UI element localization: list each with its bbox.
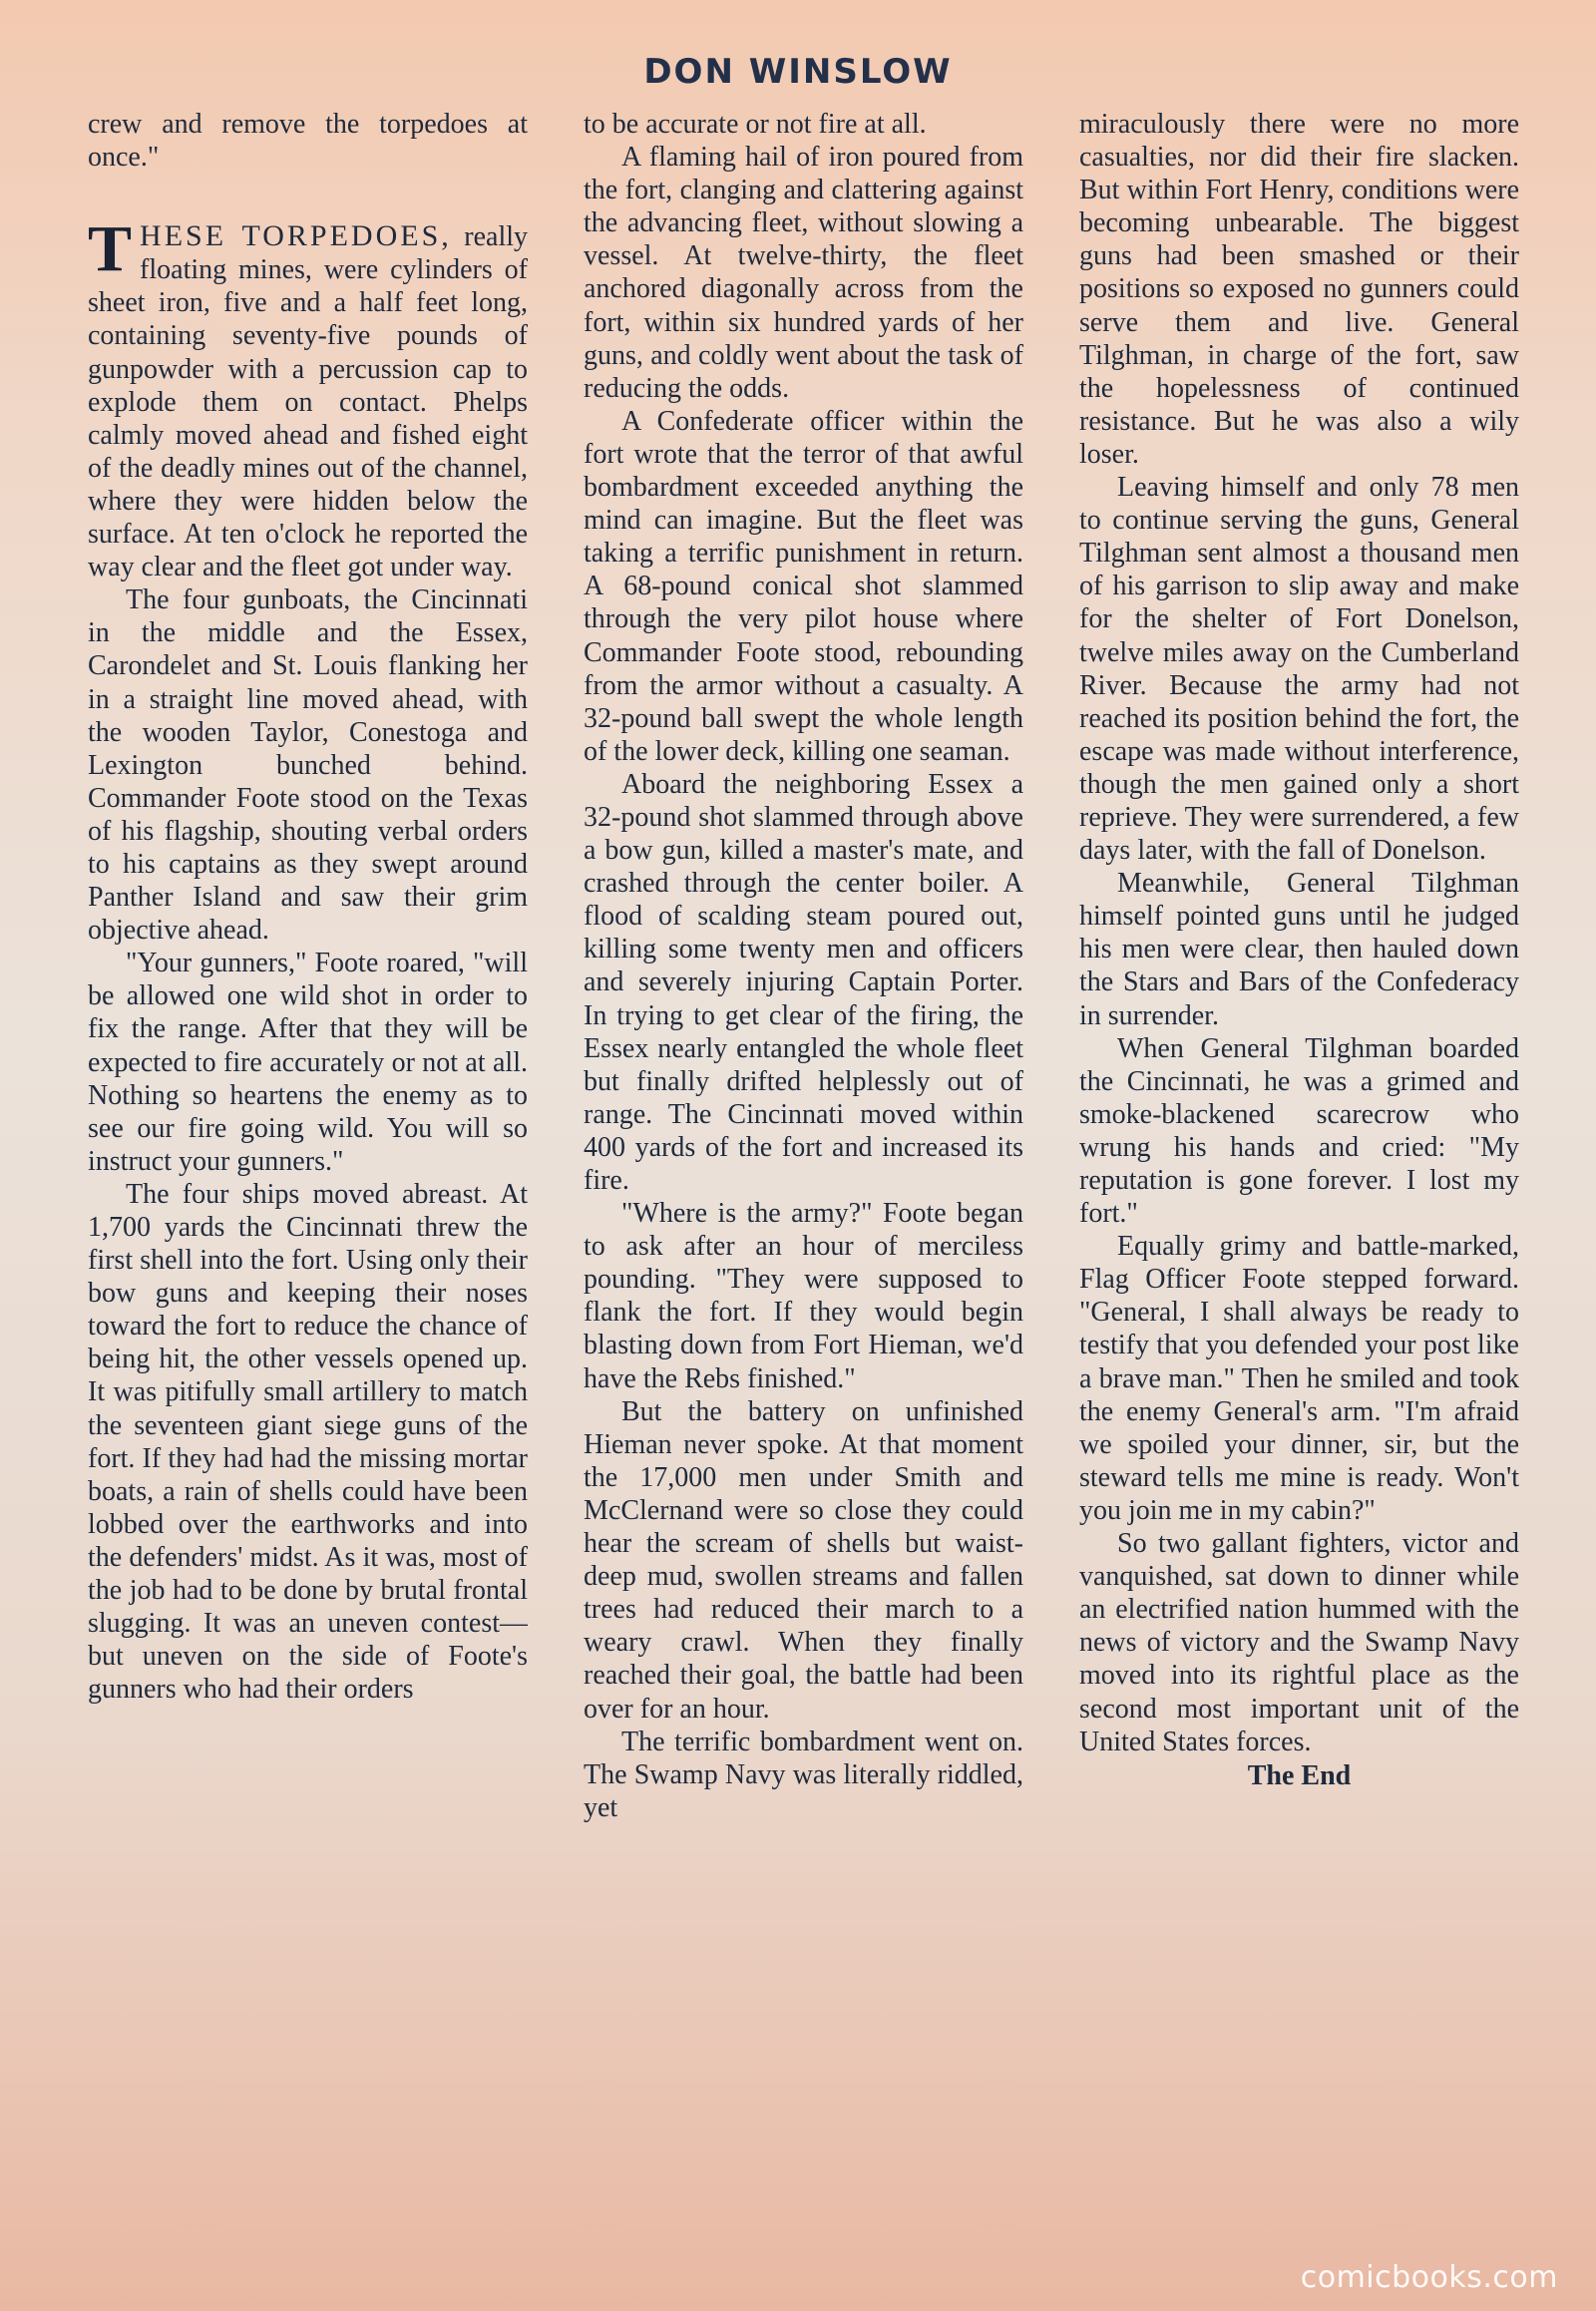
paragraph: "Your gunners," Foote roared, "will be allowed one wild shot in order to fix the range. After that they will be expected to fire accurately or not at all. Nothing so heartens the enemy as to see our fire going wild. You will so instruct your gunners.": [88, 948, 528, 1177]
paragraph: The four gunboats, the Cincinnati in the middle and the Essex, Carondelet and St. Louis flanking her in a straight line moved ahead, with the wooden Taylor, Conestoga and Lexington bunched behind. Commander Foote stood on the Texas of his flagship, shouting verbal orders to his captains as they swept around Panther Island and saw their grim objective ahead.: [88, 584, 528, 947]
paragraph: to be accurate or not fire at all.: [584, 109, 927, 140]
paragraph: crew and remove the torpedoes at once.": [88, 109, 528, 174]
column-2: [584, 108, 1023, 2232]
paragraph: Aboard the neighboring Essex a 32-pound shot slammed through above a bow gun, killed a master's mate, and crashed through the center boiler. A flood of scalding steam poured out, killing some twenty men and officers and severely injuring Captain Porter. In trying to get clear of the firing, the Essex nearly entangled the whole fleet but finally drifted helplessly out of range. The Cincinnati moved within 400 yards of the fort and increased its fire.: [584, 768, 1023, 1196]
end-mark: The End: [1247, 1759, 1352, 1791]
paragraph: The terrific bombardment went on. The Swamp Navy was literally riddled, yet: [584, 1726, 1023, 1823]
paragraph: So two gallant fighters, victor and vanquished, sat down to dinner while an electrified nation hummed with the news of victory and the Swamp Navy moved into its rightful place as the second most important unit of the United States forces.: [1079, 1528, 1519, 1757]
paragraph: But the battery on unfinished Hieman never spoke. At that moment the 17,000 men under Smith and McClernand were so close they could hear the scream of shells but waist-deep mud, swollen streams and fallen trees had reduced their march to a weary crawl. When they finally reached their goal, the battle had been over for an hour.: [584, 1395, 1023, 1725]
paragraph: A flaming hail of iron poured from the fort, clanging and clattering against the advancing fleet, without slowing a vessel. At twelve-thirty, the fleet anchored diagonally across from the fort, within six hundred yards of her guns, and coldly went about the task of reducing the odds.: [584, 142, 1023, 404]
site-watermark: comicbooks.com: [1300, 2260, 1558, 2295]
paragraph: Meanwhile, General Tilghman himself pointed guns until he judged his men were clear, then hauled down the Stars and Bars of the Confederacy in surrender.: [1079, 868, 1519, 1031]
paragraph-text: really floating mines, were cylinders of sheet iron, five and a half feet long, containing seventy-five pounds of gunpowder with a percussion cap to explode them on contact. Phelps calmly moved ahead and fished eight of the deadly mines out of the channel, where they were hidden below the surface. At ten o'clock he reported the way clear and the fleet got under way.: [88, 221, 528, 583]
paragraph: A Confederate officer within the fort wrote that the terror of that awful bombardment exceeded anything the mind can imagine. But the fleet was taking a terrific punishment in return. A 68-pound conical shot slammed through the very pilot house where Commander Foote stood, rebounding from the armor without a casualty. A 32-pound ball swept the whole length of the lower deck, killing one seaman.: [584, 405, 1023, 767]
paragraph: When General Tilghman boarded the Cincinnati, he was a grimed and smoke-blackened scarecrow who wrung his hands and cried: "My reputation is gone forever. I lost my fort.": [1079, 1032, 1519, 1230]
paragraph: The four ships moved abreast. At 1,700 yards the Cincinnati threw the first shell into the fort. Using only their bow guns and keeping their noses toward the fort to reduce the chance of being hit, the other vessels opened up. It was pitifully small artillery to match the seventeen giant siege guns of the fort. If they had had the missing mortar boats, a rain of shells could have been lobbed over the earthworks and into the defenders' midst. As it was, most of the job had to be done by brutal frontal slugging. It was an uneven contest—but uneven on the side of Foote's gunners who had their orders: [88, 1178, 528, 1706]
section-opening-paragraph: [88, 212, 528, 583]
paragraph: miraculously there were no more casualties, nor did their fire slacken. But within Fort Henry, conditions were becoming unbearable. The biggest guns had been smashed or their positions so exposed no gunners could serve them and live. General Tilghman, in charge of the fort, saw the hopelessness of continued resistance. But he was also a wily loser.: [1079, 109, 1519, 470]
lead-in-caps: HESE TORPEDOES,: [140, 219, 452, 253]
column-3: [1079, 108, 1519, 2232]
paragraph: Leaving himself and only 78 men to continue serving the guns, General Tilghman sent almost a thousand men of his garrison to slip away and make for the shelter of Fort Donelson, twelve miles away on the Cumberland River. Because the army had not reached its position behind the fort, the escape was made without interference, though the men gained only a short reprieve. They were surrendered, a few days later, with the fall of Donelson.: [1079, 472, 1519, 867]
article-columns: [88, 108, 1520, 2232]
column-1: [88, 108, 528, 2232]
paragraph: Equally grimy and battle-marked, Flag Officer Foote stepped forward. "General, I shall always be ready to testify that you defended your post like a brave man." Then he smiled and took the enemy General's arm. "I'm afraid we spoiled your dinner, sir, but the steward tells me mine is ready. Won't you join me in my cabin?": [1079, 1231, 1519, 1526]
paragraph: "Where is the army?" Foote began to ask after an hour of merciless pounding. "They were supposed to flank the fort. If they would begin blasting down from Fort Hieman, we'd have the Rebs finished.": [584, 1198, 1023, 1394]
page-title: DON WINSLOW: [643, 52, 953, 92]
drop-cap: T: [88, 212, 133, 286]
